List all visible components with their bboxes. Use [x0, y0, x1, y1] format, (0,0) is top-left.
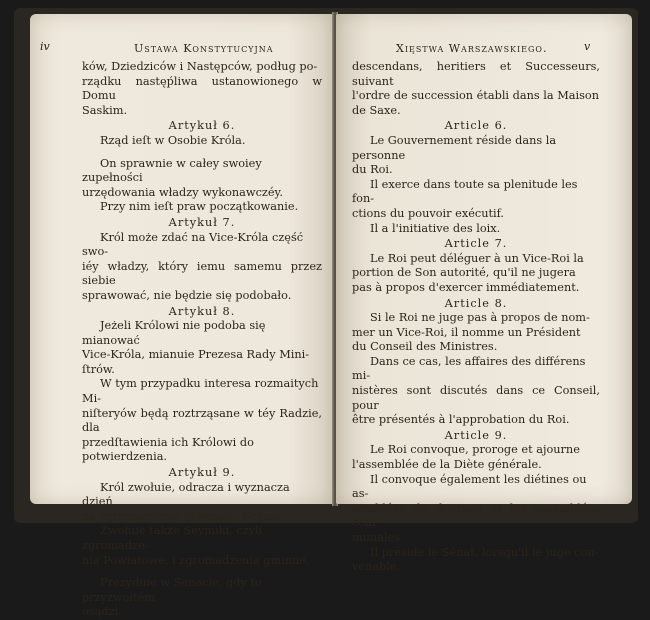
- open-book: [14, 8, 638, 619]
- text-line: Dans ce cas, les affaires des différens mi-: [352, 354, 586, 383]
- text-line: l'ordre de succession établi dans la Maison: [352, 89, 599, 103]
- text-line: Vice-Króla, mianuie Prezesa Rady Mini-: [82, 348, 310, 362]
- text-line: Si le Roi ne juge pas à propos de nom-: [370, 311, 590, 325]
- paragraph-gap: [82, 149, 322, 157]
- text-line: Zwołuie także Seymiki, czyli zgromadze-: [82, 524, 263, 552]
- text-line: Saskim.: [82, 103, 128, 117]
- text-line: Król zwołuie, odracza i wyznacza dzień: [82, 480, 290, 509]
- text-line: Il exerce dans toute sa plenitude les fon-: [352, 177, 578, 206]
- text-line: nia Powiatowe, i zgromadzenia gminne.: [82, 553, 310, 567]
- text-line: niſteryów będą roztrząsane w téy Radzie, dla: [82, 406, 322, 435]
- text-line: Il a l'initiative des loix.: [370, 221, 501, 235]
- text-line: iéy władzy, który iemu samemu przez siebie: [82, 259, 322, 288]
- text-line: du Conseil des Ministres.: [352, 340, 498, 354]
- text-line: munales.: [352, 531, 404, 544]
- left-page: [30, 14, 333, 619]
- text-line: Le Gouvernement réside dans la personne: [352, 133, 557, 162]
- text-line: przedſtawienia ich Królowi do potwierdzenia.: [82, 435, 254, 464]
- text-line: Jeżeli Królowi nie podoba się mianować: [82, 319, 266, 347]
- text-line: venable.: [352, 560, 401, 574]
- right-page-number: v: [584, 40, 591, 53]
- text-line: être présentés à l'approbation du Roi.: [352, 413, 570, 427]
- article-heading: Artykuł 9.: [168, 466, 236, 480]
- text-line: nistères sont discutés dans ce Conseil, pour: [352, 384, 600, 412]
- text-line: ków, Dziedziców i Następców, podług po-: [82, 60, 318, 73]
- text-line: osądzi.: [82, 605, 122, 619]
- text-line: urzędowania władzy wykonawczéy.: [82, 185, 284, 199]
- article-heading: Article 6.: [444, 119, 508, 133]
- article-heading: Article 9.: [444, 428, 508, 442]
- text-line: Przy nim ieſt praw początkowanie.: [100, 200, 299, 214]
- paragraph-gap: [82, 568, 322, 576]
- text-line: pas à propos d'exercer immédiatement.: [352, 280, 580, 294]
- text-line: ctions du pouvoir exécutif.: [352, 206, 505, 220]
- text-line: Prezyduie w Senacie, gdy to przyzwoitém: [82, 576, 262, 604]
- text-line: semblées de districts et les assemblées com-: [352, 501, 600, 530]
- article-heading: Article 8.: [444, 296, 508, 310]
- right-running-head: Xięstwa Warszawskiego.: [396, 42, 548, 55]
- text-line: na zgromadzenie głównego Seymu.: [82, 509, 285, 523]
- text-line: descendans, heritiers et Successeurs, suivant: [352, 60, 600, 88]
- article-heading: Artykuł 8.: [168, 304, 236, 318]
- right-page-text: [352, 60, 600, 575]
- article-heading: Artykuł 6.: [168, 119, 236, 133]
- left-running-head: Ustawa Konstytucyjna: [134, 42, 274, 55]
- text-line: du Roi.: [352, 163, 393, 177]
- text-line: Il convoque également les diétines ou as-: [352, 472, 587, 501]
- text-line: Le Roi peut déléguer à un Vice-Roi la: [370, 251, 584, 265]
- text-line: mer un Vice-Roi, il nomme un Président: [352, 325, 581, 339]
- text-line: ſtrów.: [82, 362, 115, 376]
- text-line: Rząd ieſt w Osobie Króla.: [100, 133, 246, 147]
- text-line: Król może zdać na Vice-Króla część swo-: [82, 230, 304, 259]
- text-line: Il préside le Sénat, lorsqu'il le juge con-: [370, 545, 599, 559]
- article-heading: Artykuł 7.: [168, 215, 236, 229]
- right-page: [336, 14, 632, 574]
- left-page-text: [82, 60, 322, 620]
- text-line: W tym przypadku interesa rozmaitych Mi-: [82, 377, 319, 406]
- text-line: l'assemblée de la Diète générale.: [352, 458, 542, 472]
- text-line: On sprawnie w całey swoiey zupełności: [82, 156, 262, 185]
- text-line: de Saxe.: [352, 103, 401, 117]
- text-line: Le Roi convoque, proroge et ajourne: [370, 443, 580, 457]
- text-line: portion de Son autorité, qu'il ne jugera: [352, 266, 576, 280]
- text-line: rządku nastęṕliwa ustanowionego w Domu: [82, 74, 322, 103]
- left-page-number: iv: [40, 40, 50, 53]
- article-heading: Article 7.: [444, 237, 508, 251]
- text-line: sprawować, nie będzie się podobało.: [82, 288, 292, 302]
